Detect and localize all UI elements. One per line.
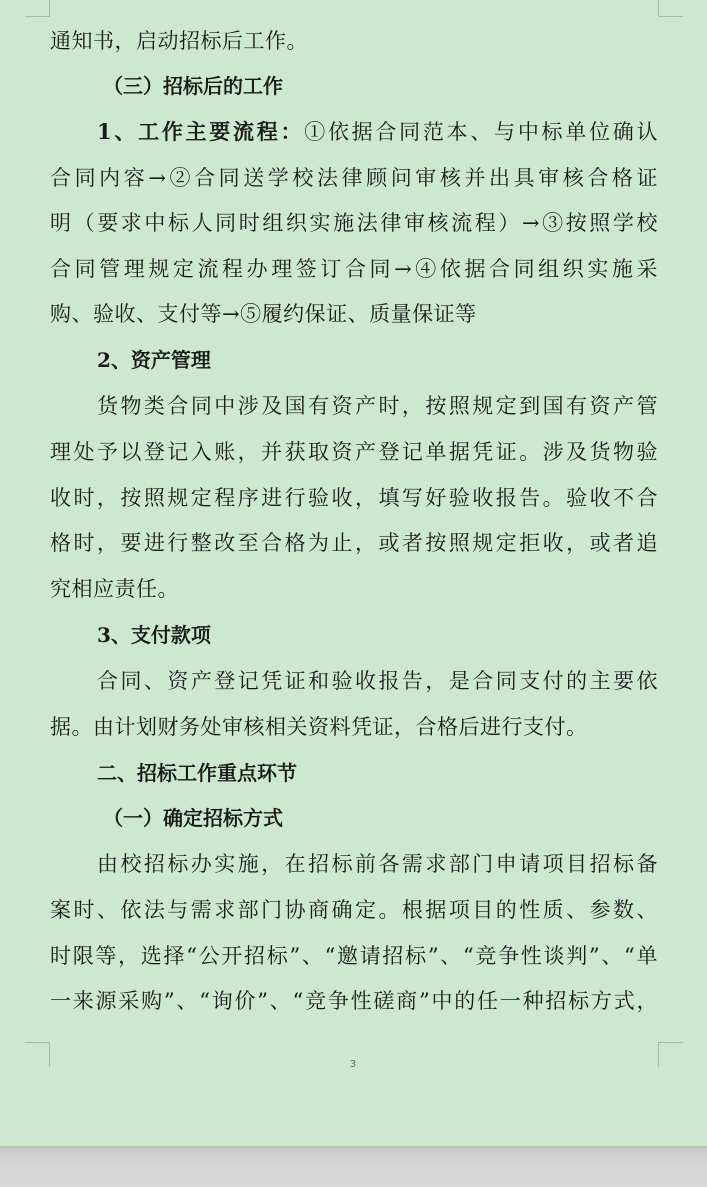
crop-mark-bottom-left (25, 1042, 50, 1067)
section-heading: （一）确定招标方式 (103, 806, 283, 830)
paragraph-line: 购、验收、支付等→⑤履约保证、质量保证等 (50, 302, 477, 326)
crop-mark-top-left (25, 0, 50, 17)
subheading: 2、资产管理 (97, 348, 211, 372)
paragraph-line: 通知书，启动招标后工作。 (50, 29, 308, 53)
paragraph-line: 据。由计划财务处审核相关资料凭证，合格后进行支付。 (50, 715, 588, 739)
paragraph-line: 案时、依法与需求部门协商确定。根据项目的性质、参数、 (50, 898, 658, 922)
section-heading: 二、招标工作重点环节 (97, 761, 297, 785)
subheading-inline: 1、工作主要流程： (97, 119, 305, 144)
paragraph-line: 理处予以登记入账，并获取资产登记单据凭证。涉及货物验 (50, 440, 658, 464)
paragraph-line: 货物类合同中涉及国有资产时，按照规定到国有资产管 (97, 394, 658, 418)
paragraph-line: 究相应责任。 (50, 577, 179, 601)
crop-mark-bottom-right (658, 1042, 683, 1067)
section-heading: （三）招标后的工作 (103, 74, 283, 98)
paragraph-line: 格时，要进行整改至合格为止，或者按照规定拒收，或者追 (50, 531, 658, 555)
subheading: 3、支付款项 (97, 623, 211, 647)
paragraph-line: 时限等，选择“公开招标”、“邀请招标”、“竞争性谈判”、“单 (50, 944, 658, 968)
paragraph-line (97, 117, 658, 147)
paragraph-line: 收时，按照规定程序进行验收，填写好验收报告。验收不合 (50, 486, 658, 510)
crop-mark-top-right (658, 0, 683, 17)
paragraph-line: 合同管理规定流程办理签订合同→④依据合同组织实施采 (50, 257, 658, 281)
paragraph-line: 合同内容→②合同送学校法律顾问审核并出具审核合格证 (50, 166, 658, 190)
paragraph-line: 合同、资产登记凭证和验收报告，是合同支付的主要依 (97, 669, 658, 693)
paragraph-line: 由校招标办实施，在招标前各需求部门申请项目招标备 (97, 852, 658, 876)
page-gap (0, 1148, 707, 1187)
paragraph-text: ①依据合同范本、与中标单位确认 (304, 120, 658, 144)
paragraph-line: 一来源采购”、“询价”、“竞争性磋商”中的任一种招标方式， (50, 989, 658, 1013)
page-number: 3 (349, 1059, 357, 1070)
paragraph-line: 明（要求中标人同时组织实施法律审核流程）→③按照学校 (50, 211, 658, 235)
